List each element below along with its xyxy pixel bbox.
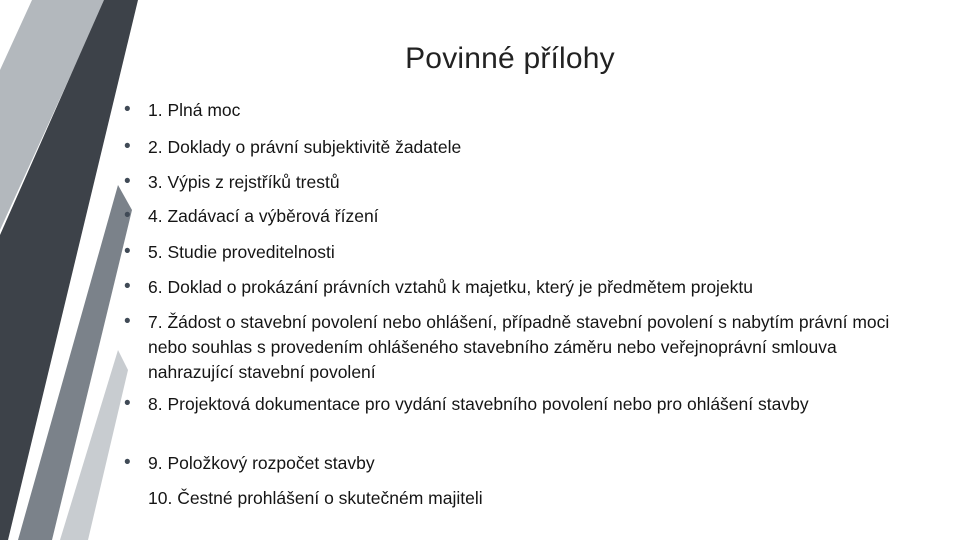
list-item-text: 2. Doklady o právní subjektivitě žadatele	[148, 137, 462, 157]
list-item-text: 5. Studie proveditelnosti	[148, 242, 335, 262]
bullet-icon: •	[124, 205, 131, 226]
bullet-icon: •	[124, 452, 131, 473]
decorative-stripes	[0, 0, 140, 540]
bullet-icon: •	[124, 393, 131, 414]
list-item	[124, 135, 914, 160]
bullet-icon: •	[124, 276, 131, 297]
bullet-icon: •	[124, 311, 131, 332]
list-item-text: 4. Zadávací a výběrová řízení	[148, 206, 379, 226]
list-item	[124, 240, 914, 265]
list-item	[124, 392, 914, 417]
list-item-text: 10. Čestné prohlášení o skutečném majiteli	[148, 488, 483, 508]
bullet-icon: •	[124, 136, 131, 157]
list-item	[124, 204, 914, 229]
list-item-text: 6. Doklad o prokázání právních vztahů k majetku, který je předmětem projektu	[148, 277, 754, 297]
list-item-text: 7. Žádost o stavební povolení nebo ohlášení, případně stavební povolení s nabytím právní moci nebo souhlas s provedením ohlášeného stavebního záměru nebo veřejnoprávní smlouva nahrazující stavební povolení	[148, 312, 890, 382]
list-item-text: 9. Položkový rozpočet stavby	[148, 453, 375, 473]
list-item-text: 8. Projektová dokumentace pro vydání stavebního povolení nebo pro ohlášení stavby	[148, 394, 809, 414]
bullet-icon: •	[124, 99, 131, 120]
list-item-text: 3. Výpis z rejstříků trestů	[148, 172, 340, 192]
list-item	[124, 275, 914, 300]
list-item	[124, 486, 914, 511]
list-item	[124, 98, 914, 123]
list-item-text: 1. Plná moc	[148, 100, 241, 120]
list-item	[124, 310, 914, 385]
bullet-icon: •	[124, 171, 131, 192]
slide-title: Povinné přílohy	[405, 42, 615, 75]
bullet-icon: •	[124, 241, 131, 262]
list-item	[124, 170, 914, 195]
list-item	[124, 451, 914, 476]
